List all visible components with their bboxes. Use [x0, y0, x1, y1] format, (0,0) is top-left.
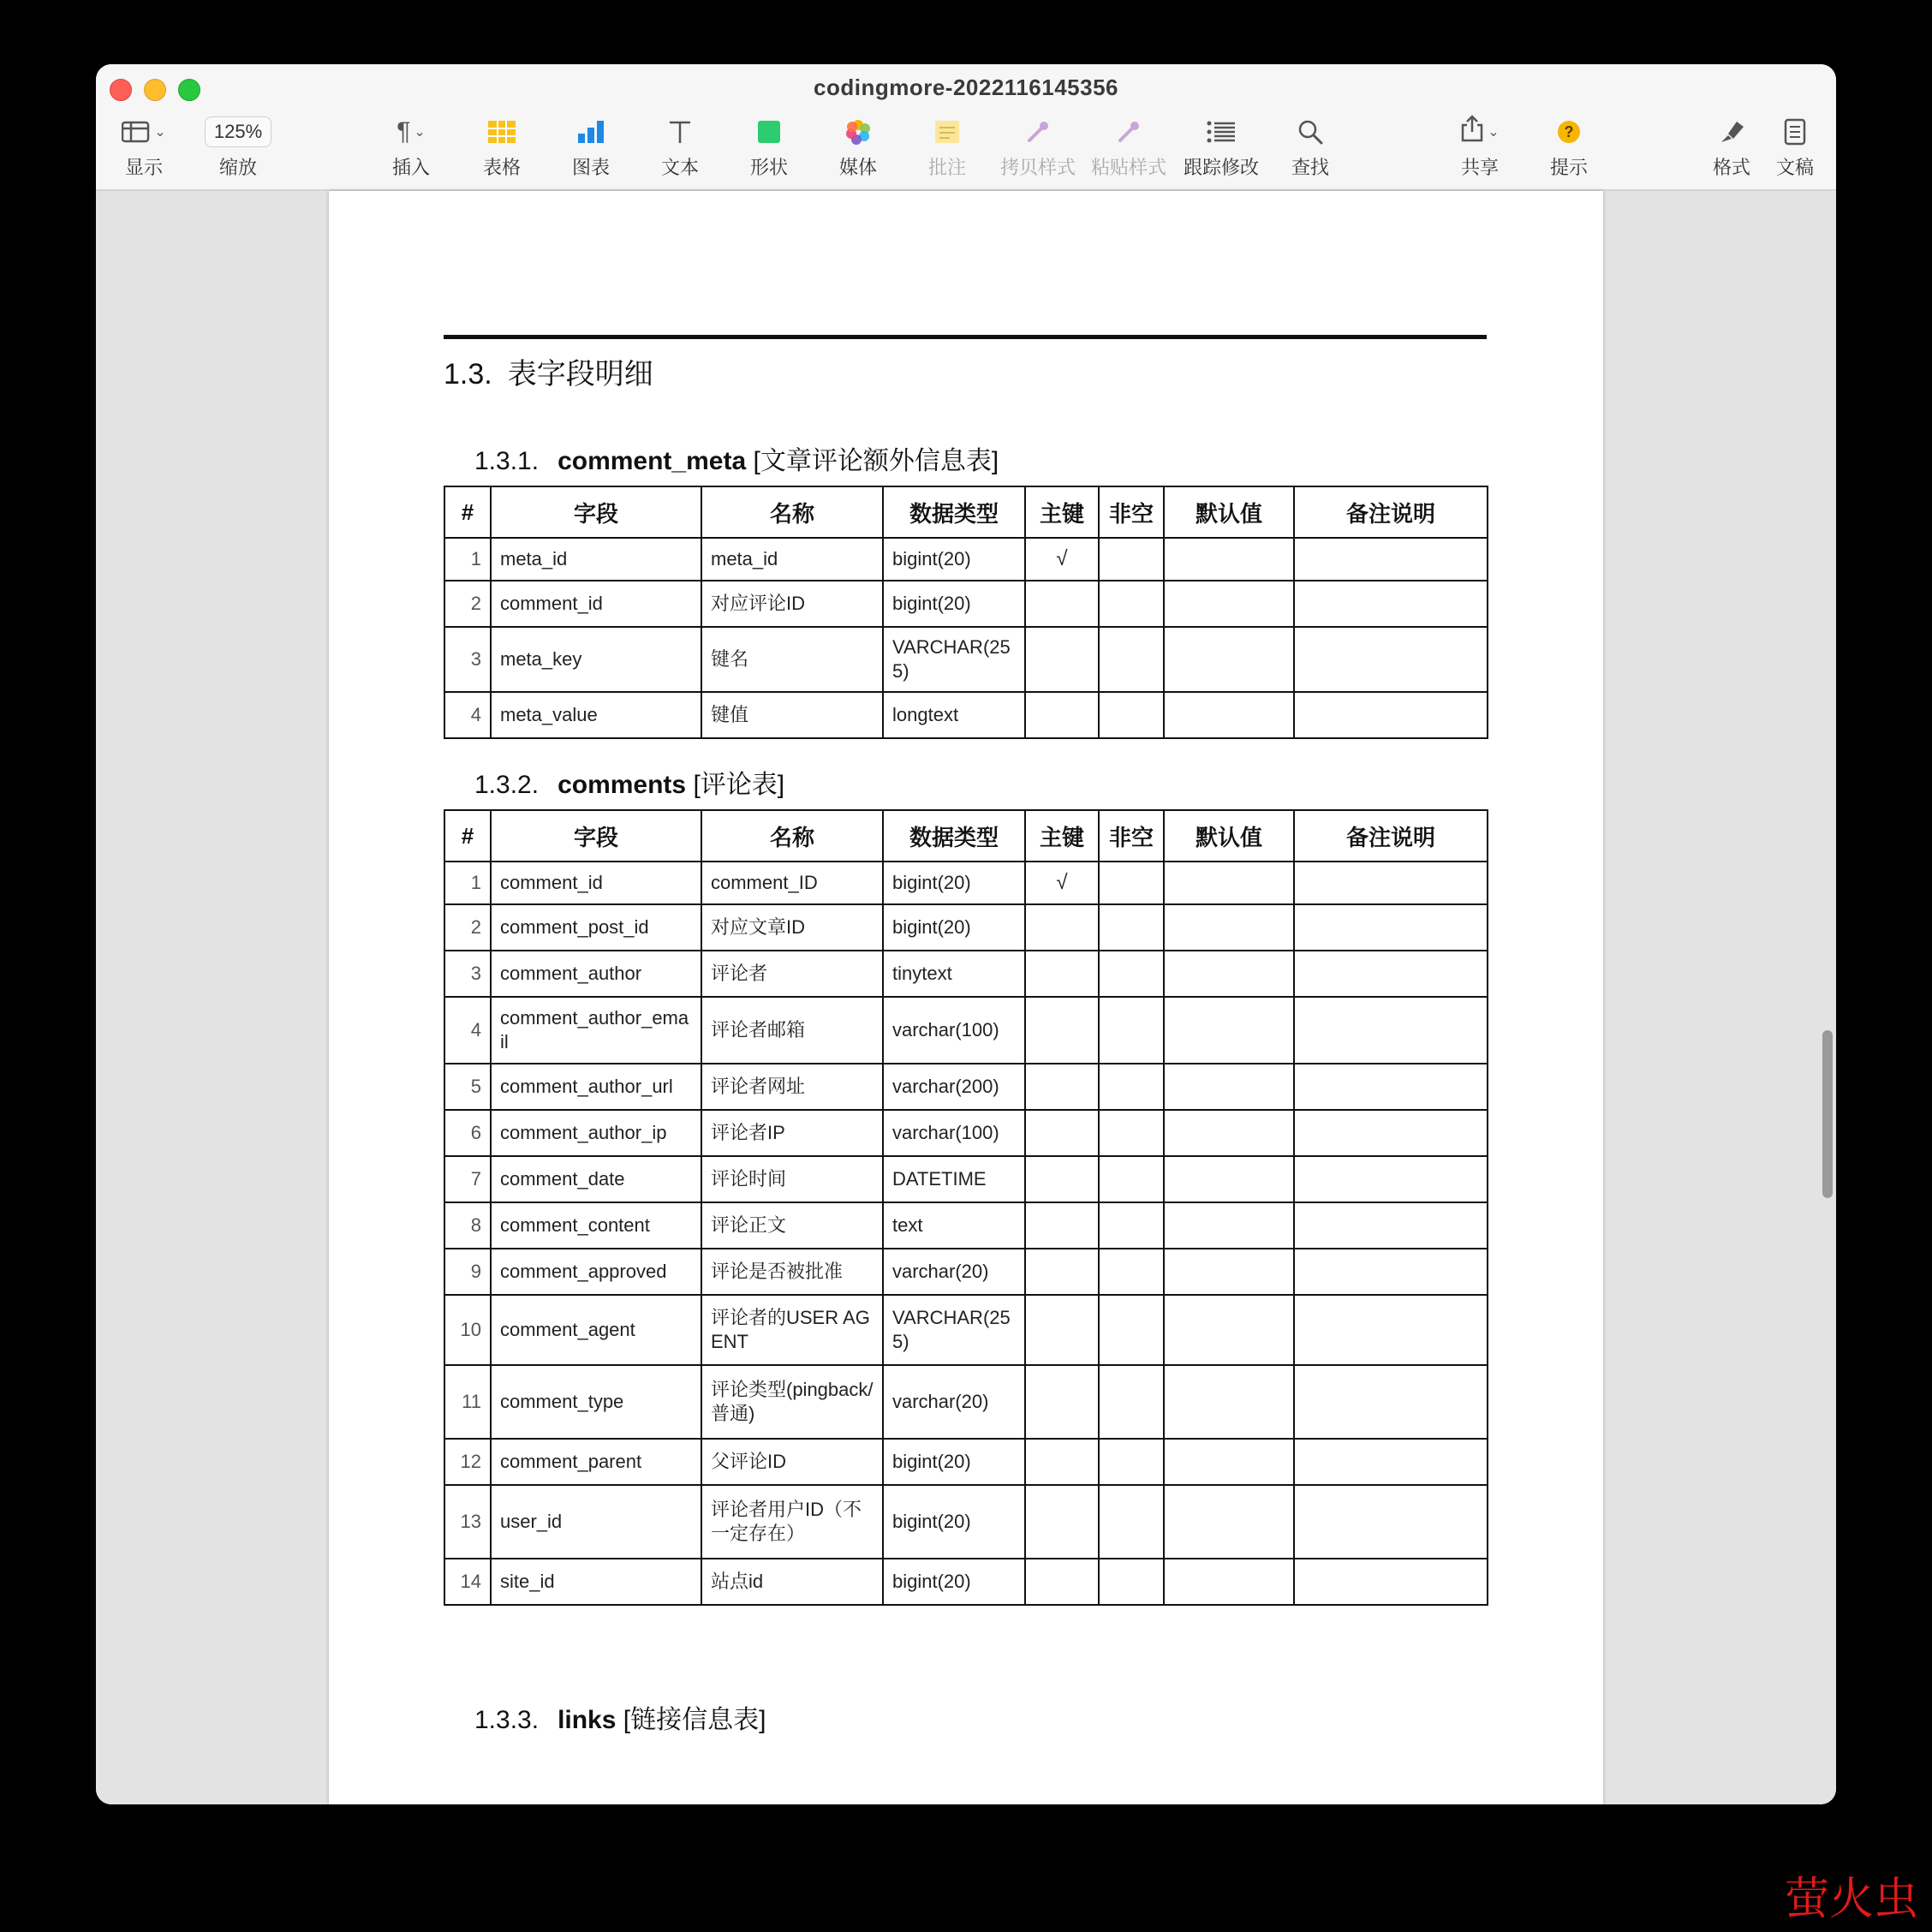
header-col-default: 默认值: [1164, 810, 1294, 862]
header-col-default: 默认值: [1164, 486, 1294, 538]
cell-name: comment_ID: [701, 862, 883, 904]
cell-default: [1164, 904, 1294, 951]
cell-field: meta_value: [491, 692, 701, 738]
view-label: 显示: [124, 157, 163, 178]
chart-button[interactable]: [565, 114, 617, 180]
cell-not-null: [1099, 951, 1164, 997]
comment-label: 批注: [927, 157, 966, 178]
cell-default: [1164, 997, 1294, 1064]
shape-button[interactable]: [743, 114, 795, 180]
header-col-not-null: 非空: [1099, 810, 1164, 862]
header-col-name: 名称: [701, 810, 883, 862]
format-button[interactable]: [1706, 114, 1757, 180]
subsection-heading-2[interactable]: [474, 763, 784, 801]
find-button[interactable]: [1285, 114, 1336, 180]
table-row[interactable]: [444, 951, 1488, 997]
cell-remark: [1294, 581, 1488, 627]
cell-index: 3: [444, 951, 491, 997]
header-col-index: #: [444, 486, 491, 538]
cell-primary-key: [1025, 1295, 1099, 1365]
cell-field: comment_author_url: [491, 1064, 701, 1110]
cell-default: [1164, 951, 1294, 997]
tips-label: 提示: [1549, 157, 1588, 178]
cell-default: [1164, 1156, 1294, 1202]
text-t-icon: [654, 114, 706, 150]
header-col-type: 数据类型: [883, 486, 1025, 538]
cell-default: [1164, 1439, 1294, 1485]
cell-type: bigint(20): [883, 581, 1025, 627]
find-label: 查找: [1291, 157, 1329, 178]
cell-not-null: [1099, 1249, 1164, 1295]
cell-index: 9: [444, 1249, 491, 1295]
zoom-control[interactable]: [195, 114, 281, 180]
cell-field: comment_type: [491, 1365, 701, 1439]
cell-not-null: [1099, 1156, 1164, 1202]
table-label: 表格: [482, 157, 521, 178]
pilcrow-icon: ¶: [397, 117, 411, 146]
table-row[interactable]: [444, 862, 1488, 904]
cell-not-null: [1099, 1365, 1164, 1439]
cell-not-null: [1099, 1064, 1164, 1110]
cell-index: 11: [444, 1365, 491, 1439]
table-row[interactable]: [444, 538, 1488, 581]
svg-text:?: ?: [1564, 123, 1574, 140]
track-changes-button[interactable]: [1180, 114, 1262, 180]
cell-default: [1164, 1485, 1294, 1559]
cell-field: comment_author_ip: [491, 1110, 701, 1156]
cell-type: varchar(100): [883, 1110, 1025, 1156]
window-title: codingmore-2022116145356: [814, 75, 1118, 100]
cell-remark: [1294, 1156, 1488, 1202]
table-name: links: [558, 1706, 617, 1734]
cell-primary-key: [1025, 1365, 1099, 1439]
eyedropper-paste-icon: [1088, 114, 1170, 150]
cell-primary-key: [1025, 904, 1099, 951]
cell-index: 5: [444, 1064, 491, 1110]
table-row[interactable]: [444, 692, 1488, 738]
cell-name: meta_id: [701, 538, 883, 581]
cell-default: [1164, 862, 1294, 904]
cell-primary-key: [1025, 1110, 1099, 1156]
cell-field: site_id: [491, 1559, 701, 1605]
cell-index: 7: [444, 1156, 491, 1202]
table-row[interactable]: [444, 1439, 1488, 1485]
cell-index: 12: [444, 1439, 491, 1485]
cell-not-null: [1099, 1202, 1164, 1249]
cell-remark: [1294, 862, 1488, 904]
vertical-scrollbar[interactable]: [1822, 1030, 1833, 1198]
table-header-row: [444, 810, 1488, 862]
document-page[interactable]: [329, 191, 1603, 1804]
shape-square-icon: [743, 114, 795, 150]
note-icon: [921, 114, 973, 150]
header-col-index: #: [444, 810, 491, 862]
table-row[interactable]: [444, 1365, 1488, 1439]
cell-remark: [1294, 1064, 1488, 1110]
cell-index: 10: [444, 1295, 491, 1365]
table-row[interactable]: [444, 627, 1488, 692]
cell-type: bigint(20): [883, 1439, 1025, 1485]
cell-default: [1164, 538, 1294, 581]
toolbar: [96, 64, 1836, 191]
section-title: 表字段明细: [507, 358, 653, 391]
cell-primary-key: [1025, 1202, 1099, 1249]
cell-primary-key: [1025, 581, 1099, 627]
table-row[interactable]: [444, 1249, 1488, 1295]
cell-remark: [1294, 538, 1488, 581]
cell-not-null: [1099, 1559, 1164, 1605]
cell-remark: [1294, 1249, 1488, 1295]
cell-index: 3: [444, 627, 491, 692]
cell-type: VARCHAR(255): [883, 1295, 1025, 1365]
cell-name: 站点id: [701, 1559, 883, 1605]
cell-index: 4: [444, 692, 491, 738]
cell-default: [1164, 1202, 1294, 1249]
cell-field: comment_agent: [491, 1295, 701, 1365]
cell-name: 评论者用户ID（不一定存在）: [701, 1485, 883, 1559]
header-col-name: 名称: [701, 486, 883, 538]
chevron-down-icon: ⌄: [154, 125, 166, 140]
cell-remark: [1294, 692, 1488, 738]
cell-default: [1164, 1110, 1294, 1156]
cell-remark: [1294, 1202, 1488, 1249]
table-description: [文章评论额外信息表]: [753, 447, 999, 475]
cell-not-null: [1099, 904, 1164, 951]
cell-remark: [1294, 1439, 1488, 1485]
cell-name: 评论类型(pingback/普通): [701, 1365, 883, 1439]
cell-index: 8: [444, 1202, 491, 1249]
cell-primary-key: [1025, 1249, 1099, 1295]
cell-index: 2: [444, 581, 491, 627]
cell-remark: [1294, 951, 1488, 997]
cell-type: bigint(20): [883, 538, 1025, 581]
cell-field: comment_content: [491, 1202, 701, 1249]
table-button[interactable]: [476, 114, 528, 180]
cell-index: 13: [444, 1485, 491, 1559]
cell-primary-key: [1025, 1156, 1099, 1202]
cell-index: 2: [444, 904, 491, 951]
cell-primary-key: [1025, 997, 1099, 1064]
cell-remark: [1294, 1110, 1488, 1156]
cell-field: comment_date: [491, 1156, 701, 1202]
cell-field: comment_id: [491, 862, 701, 904]
cell-primary-key: [1025, 627, 1099, 692]
cell-default: [1164, 1559, 1294, 1605]
bar-chart-icon: [565, 114, 617, 150]
cell-name: 评论者: [701, 951, 883, 997]
field-table-comment-meta[interactable]: [444, 486, 1488, 739]
media-button[interactable]: [832, 114, 884, 180]
cell-primary-key: [1025, 1439, 1099, 1485]
cell-type: bigint(20): [883, 1559, 1025, 1605]
paste-style-button[interactable]: [1088, 114, 1170, 180]
table-row[interactable]: [444, 1559, 1488, 1605]
cell-default: [1164, 627, 1294, 692]
cell-type: varchar(200): [883, 1064, 1025, 1110]
cell-field: meta_key: [491, 627, 701, 692]
cell-not-null: [1099, 692, 1164, 738]
cell-type: bigint(20): [883, 862, 1025, 904]
cell-field: comment_id: [491, 581, 701, 627]
share-icon: [1460, 115, 1484, 149]
subsection-heading-3[interactable]: [474, 1698, 766, 1736]
table-description: [链接信息表]: [623, 1706, 766, 1734]
cell-index: 6: [444, 1110, 491, 1156]
cell-type: bigint(20): [883, 904, 1025, 951]
app-window: [96, 64, 1836, 1804]
cell-type: bigint(20): [883, 1485, 1025, 1559]
cell-primary-key: [1025, 951, 1099, 997]
cell-name: 对应文章ID: [701, 904, 883, 951]
cell-not-null: [1099, 1110, 1164, 1156]
text-label: 文本: [660, 157, 699, 178]
text-button[interactable]: [654, 114, 706, 180]
cell-not-null: [1099, 627, 1164, 692]
cell-primary-key: [1025, 1485, 1099, 1559]
cell-not-null: [1099, 581, 1164, 627]
cell-type: VARCHAR(255): [883, 627, 1025, 692]
cell-not-null: [1099, 1295, 1164, 1365]
table-row[interactable]: [444, 1295, 1488, 1365]
document-label: 文稿: [1775, 157, 1814, 178]
cell-name: 键值: [701, 692, 883, 738]
paintbrush-icon: [1706, 114, 1757, 150]
cell-index: 1: [444, 862, 491, 904]
cell-remark: [1294, 997, 1488, 1064]
cell-primary-key: [1025, 692, 1099, 738]
header-col-field: 字段: [491, 486, 701, 538]
cell-primary-key: [1025, 1559, 1099, 1605]
comment-button[interactable]: [921, 114, 973, 180]
insert-button[interactable]: [385, 114, 437, 180]
table-name: comments: [558, 771, 687, 799]
cell-name: 键名: [701, 627, 883, 692]
table-header-row: [444, 486, 1488, 538]
cell-default: [1164, 1064, 1294, 1110]
document-icon: [1769, 114, 1821, 150]
subsection-heading-1[interactable]: [474, 439, 999, 477]
table-row[interactable]: [444, 1110, 1488, 1156]
cell-name: 对应评论ID: [701, 581, 883, 627]
table-row[interactable]: [444, 1064, 1488, 1110]
track-changes-label: 跟踪修改: [1183, 157, 1259, 178]
section-number: 1.3.: [444, 358, 492, 391]
cell-primary-key: √: [1025, 538, 1099, 581]
cell-type: DATETIME: [883, 1156, 1025, 1202]
insert-label: 插入: [391, 157, 430, 178]
subsection-number: 1.3.1.: [474, 447, 540, 475]
section-heading[interactable]: [444, 350, 653, 392]
cell-remark: [1294, 1365, 1488, 1439]
watermark: 萤火虫: [1784, 1874, 1918, 1925]
paste-style-label: 粘贴样式: [1090, 157, 1166, 178]
table-row[interactable]: [444, 581, 1488, 627]
tips-button[interactable]: [1543, 114, 1595, 180]
zoom-value[interactable]: 125%: [205, 116, 271, 147]
cell-type: varchar(20): [883, 1249, 1025, 1295]
view-button[interactable]: [120, 114, 168, 180]
header-col-field: 字段: [491, 810, 701, 862]
magnifier-icon: [1285, 114, 1336, 150]
cell-type: tinytext: [883, 951, 1025, 997]
header-col-primary-key: 主键: [1025, 486, 1099, 538]
cell-primary-key: [1025, 1064, 1099, 1110]
cell-default: [1164, 1249, 1294, 1295]
header-col-type: 数据类型: [883, 810, 1025, 862]
cell-type: varchar(100): [883, 997, 1025, 1064]
cell-not-null: [1099, 538, 1164, 581]
copy-style-button[interactable]: [997, 114, 1079, 180]
cell-name: 评论者邮箱: [701, 997, 883, 1064]
cell-name: 评论者IP: [701, 1110, 883, 1156]
cell-primary-key: √: [1025, 862, 1099, 904]
field-table-comments[interactable]: [444, 809, 1488, 1606]
cell-name: 父评论ID: [701, 1439, 883, 1485]
cell-field: user_id: [491, 1485, 701, 1559]
cell-index: 1: [444, 538, 491, 581]
cell-name: 评论者的USER AGENT: [701, 1295, 883, 1365]
subsection-number: 1.3.2.: [474, 771, 540, 799]
sidebar-layout-icon: [120, 114, 168, 150]
header-col-primary-key: 主键: [1025, 810, 1099, 862]
cell-remark: [1294, 1559, 1488, 1605]
table-name: comment_meta: [558, 447, 747, 475]
cell-index: 4: [444, 997, 491, 1064]
cell-field: comment_author: [491, 951, 701, 997]
cell-not-null: [1099, 1439, 1164, 1485]
shape-label: 形状: [749, 157, 788, 178]
table-row[interactable]: [444, 1202, 1488, 1249]
cell-type: varchar(20): [883, 1365, 1025, 1439]
cell-remark: [1294, 627, 1488, 692]
cell-default: [1164, 692, 1294, 738]
table-description: [评论表]: [693, 771, 785, 799]
cell-field: meta_id: [491, 538, 701, 581]
table-row[interactable]: [444, 1156, 1488, 1202]
table-row[interactable]: [444, 997, 1488, 1064]
cell-default: [1164, 1295, 1294, 1365]
question-mark-icon: [1543, 114, 1595, 150]
cell-default: [1164, 581, 1294, 627]
eyedropper-icon: [997, 114, 1079, 150]
media-label: 媒体: [838, 157, 877, 178]
zoom-label: 缩放: [218, 157, 257, 178]
chevron-down-icon: ⌄: [414, 125, 426, 140]
cell-name: 评论时间: [701, 1156, 883, 1202]
share-label: 共享: [1460, 157, 1499, 178]
header-col-remark: 备注说明: [1294, 810, 1488, 862]
cell-type: text: [883, 1202, 1025, 1249]
cell-field: comment_author_email: [491, 997, 701, 1064]
subsection-number: 1.3.3.: [474, 1706, 540, 1734]
cell-index: 14: [444, 1559, 491, 1605]
chevron-down-icon: ⌄: [1488, 125, 1500, 140]
cell-remark: [1294, 1295, 1488, 1365]
photos-flower-icon: [832, 114, 884, 150]
section-divider: [444, 335, 1487, 339]
cell-remark: [1294, 904, 1488, 951]
table-row[interactable]: [444, 904, 1488, 951]
chart-label: 图表: [571, 157, 610, 178]
cell-not-null: [1099, 1485, 1164, 1559]
cell-field: comment_post_id: [491, 904, 701, 951]
cell-not-null: [1099, 862, 1164, 904]
cell-field: comment_approved: [491, 1249, 701, 1295]
cell-default: [1164, 1365, 1294, 1439]
copy-style-label: 拷贝样式: [999, 157, 1076, 178]
table-icon: [476, 114, 528, 150]
format-label: 格式: [1712, 157, 1750, 178]
header-col-not-null: 非空: [1099, 486, 1164, 538]
cell-not-null: [1099, 997, 1164, 1064]
header-col-remark: 备注说明: [1294, 486, 1488, 538]
share-button[interactable]: [1454, 114, 1506, 180]
list-lines-icon: [1180, 114, 1262, 150]
document-canvas[interactable]: [96, 191, 1836, 1804]
cell-type: longtext: [883, 692, 1025, 738]
cell-field: comment_parent: [491, 1439, 701, 1485]
cell-name: 评论正文: [701, 1202, 883, 1249]
document-button[interactable]: [1769, 114, 1821, 180]
cell-name: 评论是否被批准: [701, 1249, 883, 1295]
cell-remark: [1294, 1485, 1488, 1559]
cell-name: 评论者网址: [701, 1064, 883, 1110]
table-row[interactable]: [444, 1485, 1488, 1559]
